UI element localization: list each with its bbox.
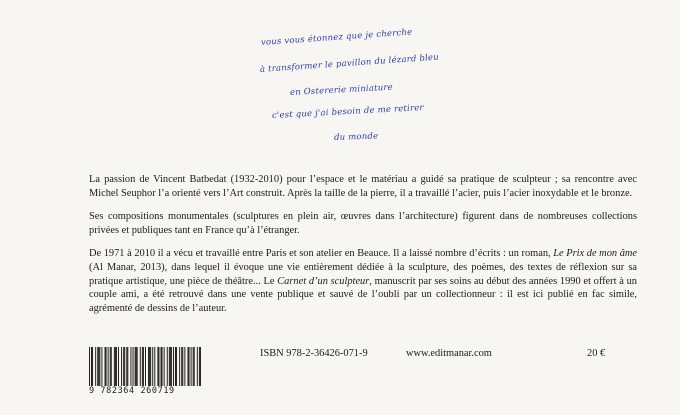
barcode-bar: [164, 347, 165, 386]
barcode-bar: [124, 347, 125, 386]
barcode-bar: [127, 347, 128, 386]
barcode-bar: [181, 347, 182, 386]
barcode-bar: [162, 347, 163, 386]
barcode-bar: [200, 347, 201, 386]
barcode-bar: [133, 347, 134, 386]
barcode-bar: [191, 347, 192, 386]
barcode-bar: [150, 347, 151, 386]
back-cover-text: [89, 173, 637, 315]
barcode-bar: [188, 347, 189, 386]
handwritten-line: à transformer le pavillon du lézard bleu: [259, 52, 440, 75]
barcode-bar: [135, 347, 136, 386]
barcode-number: 9 782364 260719: [89, 386, 175, 396]
text-span: (Al Manar, 2013), dans lequel il évoque une vie entièrement dédiée à la sculpture, des poèmes, des textes de réflexion sur sa pratique artistique, une pièce de théâtre... Le: [89, 261, 637, 287]
barcode-bar: [179, 347, 180, 386]
barcode-bar: [170, 347, 171, 386]
barcode-bar: [149, 347, 150, 386]
barcode-bar: [184, 347, 185, 386]
barcode-bar: [92, 347, 93, 386]
barcode-bar: [176, 347, 177, 386]
barcode-bar: [152, 347, 153, 386]
barcode-bar: [167, 347, 168, 386]
barcode-bar: [108, 347, 109, 386]
paragraph-biography: La passion de Vincent Batbedat (1932-2010) pour l’espace et le matériau a guidé sa pratique de sculpteur ; sa rencontre avec Michel Seuphor l’a orienté vers l’Art construit. Après la taille de la pierre, il a travaillé l’acier, puis l’acier inoxydable et le bronze.: [89, 174, 637, 199]
handwritten-line: en Ostererie miniature: [289, 82, 394, 98]
barcode-bar: [173, 347, 174, 386]
barcode-bar: [193, 347, 194, 386]
barcode-bar: [197, 347, 198, 386]
barcode-bar: [101, 347, 102, 386]
barcode-bar: [148, 347, 149, 386]
handwritten-line: vous vous étonnez que je cherche: [260, 27, 413, 48]
barcode-bar: [126, 347, 127, 386]
book-title: Le Prix de mon âme: [553, 248, 638, 260]
barcode-bar: [182, 347, 183, 386]
barcode-bar: [123, 347, 124, 386]
barcode-bar: [121, 347, 122, 386]
publisher-website: www.editmanar.com: [406, 348, 492, 359]
barcode-bar: [118, 347, 119, 386]
barcode-bar: [137, 347, 138, 386]
text-span: , manuscrit par ses soins au début des années 1990 et offert à un couple ami, a été retrouvé dans une vente publique et sauvé de l’oubli par un collectionneur : il est ici publié en fac simile, agrémenté de dessins de l’auteur.: [89, 275, 637, 314]
text-span: De 1971 à 2010 il a vécu et travaillé entre Paris et son atelier en Beauce. Il a laissé nombre d’écrits : un roman,: [89, 248, 554, 260]
barcode-bar: [130, 347, 131, 386]
barcode-bar: [140, 347, 141, 386]
paragraph-collections: Ses compositions monumentales (sculptures en plein air, œuvres dans l’architecture) figurent dans de nombreuses collections privées et publiques tant en France qu’à l’étranger.: [89, 211, 637, 236]
barcode-bar: [158, 347, 159, 386]
barcode-bar: [89, 347, 90, 386]
handwritten-line: c'est que j'ai besoin de me retirer: [271, 103, 424, 121]
barcode-bar: [114, 347, 115, 386]
isbn-label: ISBN 978-2-36426-071-9: [260, 348, 368, 359]
barcode-bar: [115, 347, 116, 386]
barcode-bar: [116, 347, 117, 386]
barcode-bar: [95, 347, 96, 386]
barcode-bar: [175, 347, 176, 386]
barcode-bar: [111, 347, 112, 386]
barcode-bars: [89, 347, 201, 386]
barcode: [89, 347, 201, 397]
barcode-bar: [169, 347, 170, 386]
book-title: Carnet d’un sculpteur: [277, 275, 370, 287]
barcode-bar: [106, 347, 107, 386]
barcode-bar: [199, 347, 200, 386]
price-label: 20 €: [587, 348, 606, 359]
barcode-bar: [143, 347, 144, 386]
barcode-bar: [194, 347, 195, 386]
barcode-bar: [142, 347, 143, 386]
barcode-bar: [98, 347, 99, 386]
barcode-bar: [154, 347, 155, 386]
barcode-bar: [110, 347, 111, 386]
barcode-bar: [136, 347, 137, 386]
handwritten-note: [240, 27, 500, 162]
barcode-bar: [157, 347, 158, 386]
barcode-bar: [91, 347, 92, 386]
barcode-bar: [171, 347, 172, 386]
paragraph-writings: [89, 247, 637, 315]
barcode-bar: [161, 347, 162, 386]
barcode-bar: [145, 347, 146, 386]
barcode-bar: [99, 347, 100, 386]
handwritten-line: du monde: [333, 131, 379, 143]
barcode-bar: [97, 347, 98, 386]
barcode-bar: [189, 347, 190, 386]
barcode-bar: [105, 347, 106, 386]
